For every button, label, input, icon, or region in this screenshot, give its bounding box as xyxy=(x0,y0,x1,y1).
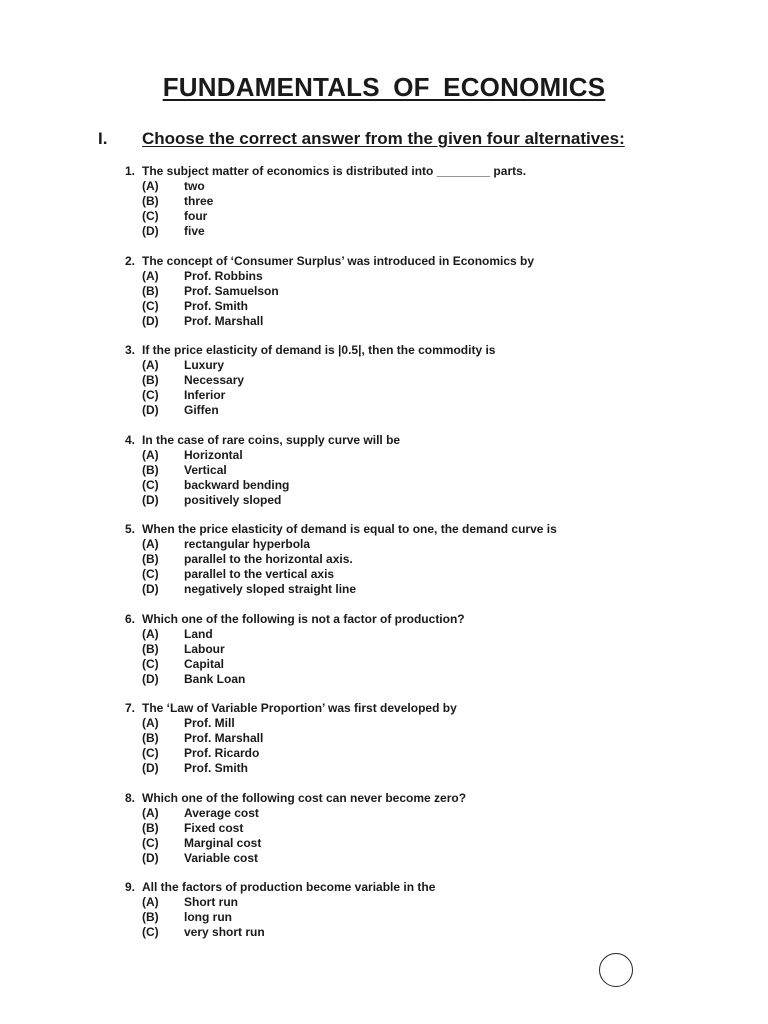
option-item xyxy=(125,269,685,284)
option-label: (C) xyxy=(142,567,159,581)
question-text: If the price elasticity of demand is |0.5|, then the commodity is xyxy=(142,343,496,357)
page-title: FUNDAMENTALS OF ECONOMICS xyxy=(162,72,606,102)
question-line xyxy=(125,254,685,269)
question-number: 2. xyxy=(125,253,136,268)
option-label: (D) xyxy=(142,850,159,865)
option-text: Prof. Ricardo xyxy=(184,746,260,760)
option-text: Marginal cost xyxy=(184,835,262,850)
option-label: (A) xyxy=(142,447,159,462)
question-item xyxy=(125,522,685,597)
option-item xyxy=(125,299,685,314)
option-label: (C) xyxy=(142,388,159,402)
option-label: (C) xyxy=(142,298,159,313)
option-label: (C) xyxy=(142,925,159,939)
option-label: (B) xyxy=(142,731,159,745)
option-text: backward bending xyxy=(184,477,290,492)
question-number: 8. xyxy=(125,790,136,805)
option-label: (D) xyxy=(142,582,159,596)
option-text: parallel to the horizontal axis. xyxy=(184,552,353,566)
option-text: Fixed cost xyxy=(184,820,244,835)
question-item xyxy=(125,791,685,866)
option-item xyxy=(125,716,685,731)
option-label: (D) xyxy=(142,761,159,775)
section-number: I. xyxy=(98,129,108,148)
option-item xyxy=(125,284,685,299)
option-text: three xyxy=(184,194,214,208)
option-label: (B) xyxy=(142,641,159,656)
option-item xyxy=(125,358,685,373)
option-item xyxy=(125,806,685,821)
option-text: Capital xyxy=(184,656,225,671)
option-item xyxy=(125,627,685,642)
question-number: 7. xyxy=(125,701,136,715)
option-item xyxy=(125,910,685,925)
option-text: Horizontal xyxy=(184,447,243,462)
option-label: (D) xyxy=(142,492,159,507)
option-text: Prof. Smith xyxy=(184,298,249,313)
option-label: (B) xyxy=(142,194,159,208)
option-item xyxy=(125,851,685,866)
option-text: Luxury xyxy=(184,358,225,372)
option-text: Labour xyxy=(184,641,225,656)
section-heading: Choose the correct answer from the given four alternatives: xyxy=(142,129,625,148)
option-item xyxy=(125,672,685,687)
option-label: (C) xyxy=(142,209,159,223)
option-item xyxy=(125,746,685,761)
option-text: parallel to the vertical axis xyxy=(184,567,335,581)
option-label: (D) xyxy=(142,403,159,417)
question-line xyxy=(125,880,685,895)
option-item xyxy=(125,388,685,403)
option-item xyxy=(125,552,685,567)
option-text: Average cost xyxy=(184,805,259,820)
option-item xyxy=(125,836,685,851)
question-number: 9. xyxy=(125,880,136,894)
option-label: (D) xyxy=(142,224,159,238)
option-item xyxy=(125,478,685,493)
option-text: Land xyxy=(184,626,213,641)
option-item xyxy=(125,925,685,940)
option-label: (D) xyxy=(142,671,159,686)
question-line xyxy=(125,433,685,448)
question-item xyxy=(125,164,685,239)
option-label: (A) xyxy=(142,268,159,283)
option-label: (A) xyxy=(142,358,159,372)
option-item xyxy=(125,582,685,597)
option-item xyxy=(125,194,685,209)
question-text: The concept of ‘Consumer Surplus’ was introduced in Economics by xyxy=(142,253,535,268)
question-text: When the price elasticity of demand is equal to one, the demand curve is xyxy=(142,522,557,536)
option-item xyxy=(125,567,685,582)
option-label: (B) xyxy=(142,462,159,477)
question-text: The ‘Law of Variable Proportion’ was first developed by xyxy=(142,701,457,715)
question-text: All the factors of production become variable in the xyxy=(142,880,436,894)
question-number: 4. xyxy=(125,432,136,447)
question-item xyxy=(125,433,685,508)
option-item xyxy=(125,373,685,388)
question-line xyxy=(125,164,685,179)
option-item xyxy=(125,179,685,194)
option-label: (B) xyxy=(142,283,159,298)
option-item xyxy=(125,761,685,776)
option-item xyxy=(125,537,685,552)
question-item xyxy=(125,343,685,418)
option-item xyxy=(125,821,685,836)
question-number: 6. xyxy=(125,611,136,626)
option-text: Inferior xyxy=(184,388,226,402)
option-label: (C) xyxy=(142,477,159,492)
option-text: Vertical xyxy=(184,462,227,477)
page-number-circle xyxy=(599,953,633,987)
option-label: (D) xyxy=(142,313,159,328)
question-item xyxy=(125,612,685,687)
option-text: Bank Loan xyxy=(184,671,246,686)
option-item xyxy=(125,493,685,508)
question-item xyxy=(125,254,685,329)
option-text: Short run xyxy=(184,895,238,909)
option-label: (B) xyxy=(142,820,159,835)
question-number: 1. xyxy=(125,164,136,178)
option-text: Prof. Marshall xyxy=(184,731,264,745)
option-label: (C) xyxy=(142,656,159,671)
question-text: In the case of rare coins, supply curve will be xyxy=(142,432,401,447)
option-label: (B) xyxy=(142,552,159,566)
question-item xyxy=(125,701,685,776)
option-text: Prof. Marshall xyxy=(184,313,264,328)
option-label: (A) xyxy=(142,805,159,820)
option-text: Giffen xyxy=(184,403,219,417)
option-text: Necessary xyxy=(184,373,245,387)
option-item xyxy=(125,657,685,672)
option-text: negatively sloped straight line xyxy=(184,582,357,596)
option-label: (B) xyxy=(142,910,159,924)
option-item xyxy=(125,642,685,657)
question-text: Which one of the following cost can never become zero? xyxy=(142,790,467,805)
option-text: five xyxy=(184,224,205,238)
question-line xyxy=(125,612,685,627)
option-item xyxy=(125,731,685,746)
option-text: Variable cost xyxy=(184,850,259,865)
question-number: 5. xyxy=(125,522,136,536)
option-text: long run xyxy=(184,910,232,924)
option-item xyxy=(125,448,685,463)
question-line xyxy=(125,343,685,358)
option-item xyxy=(125,224,685,239)
option-text: two xyxy=(184,179,205,193)
option-item xyxy=(125,463,685,478)
option-text: Prof. Smith xyxy=(184,761,249,775)
option-label: (A) xyxy=(142,895,159,909)
option-label: (A) xyxy=(142,179,159,193)
option-item xyxy=(125,314,685,329)
option-label: (C) xyxy=(142,746,159,760)
question-number: 3. xyxy=(125,343,136,357)
option-label: (B) xyxy=(142,373,159,387)
option-text: very short run xyxy=(184,925,265,939)
question-text: Which one of the following is not a factor of production? xyxy=(142,611,465,626)
option-text: Prof. Mill xyxy=(184,716,235,730)
option-label: (C) xyxy=(142,835,159,850)
option-label: (A) xyxy=(142,537,159,551)
option-text: four xyxy=(184,209,208,223)
question-list xyxy=(125,164,685,955)
question-line xyxy=(125,701,685,716)
section-header xyxy=(98,129,625,149)
question-item xyxy=(125,880,685,940)
option-label: (A) xyxy=(142,716,159,730)
option-item xyxy=(125,209,685,224)
option-text: Prof. Robbins xyxy=(184,268,263,283)
option-text: positively sloped xyxy=(184,492,282,507)
option-item xyxy=(125,895,685,910)
option-text: Prof. Samuelson xyxy=(184,283,279,298)
option-item xyxy=(125,403,685,418)
question-text: The subject matter of economics is distributed into ________ parts. xyxy=(142,164,527,178)
question-line xyxy=(125,522,685,537)
option-label: (A) xyxy=(142,626,159,641)
question-line xyxy=(125,791,685,806)
option-text: rectangular hyperbola xyxy=(184,537,311,551)
